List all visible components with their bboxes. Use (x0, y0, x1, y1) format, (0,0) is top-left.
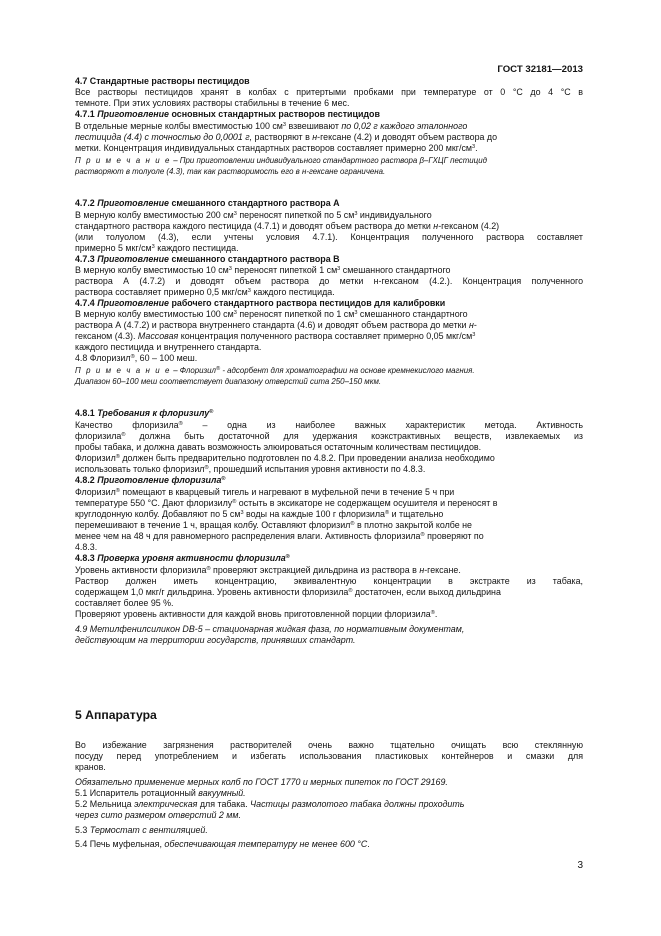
text-line: В мерную колбу вместимостью 10 $см^3$ переносят пипеткой 1 $см^3$ смешанного стандартного (75, 265, 451, 275)
text-line: раствора составляет примерно 0,5 мкг/$см^3$ каждого пестицида. (75, 287, 335, 297)
text-line: В отдельные мерные колбы вместимостью 100 $см^3$ взвешивают по 0,02 г каждого эталонного (75, 121, 468, 131)
text-line: использовать только флоризил®, прошедший испытания уровня активности по 4.8.3. (75, 464, 426, 474)
superscript: 3 (354, 210, 358, 217)
superscript: 3 (233, 309, 237, 316)
heading-4-7: 4.7 Стандартные растворы пестицидов (75, 76, 250, 86)
text-line: Качество флоризила® – одна из наиболее важных характеристик метода. Активность (75, 420, 583, 430)
note-label: П р и м е ч а н и е (75, 366, 172, 375)
superscript: 3 (228, 265, 232, 272)
note-line: П р и м е ч а н и е – Флоризил® - адсорбент для хроматографии на основе кремнекислого магния. (75, 365, 475, 375)
registered-mark: ® (178, 420, 183, 427)
text-line: пестицида (4.4) с точностью до 0,0001 г, растворяют в н-гексане (4.2) и доводят объем раствора до (75, 132, 498, 142)
registered-mark: ® (204, 464, 209, 471)
text-line: (или толуолом (4.3), если учтены условия 4.7.1). Концентрация полученного раствора составляет (75, 232, 583, 242)
text-line: стандартного раствора каждого пестицида (4.7.1) и доводят объем раствора до метки н-гексаном (4.2) (75, 221, 500, 231)
superscript: 3 (247, 287, 251, 294)
registered-mark: ® (348, 587, 353, 594)
heading-number: 4.7.1 (75, 109, 98, 119)
registered-mark: ® (420, 531, 425, 538)
text-line: пробы табака, и должна давать возможность элюироваться остаточным количествам пестицидов. (75, 442, 482, 452)
registered-mark: ® (115, 453, 120, 460)
text-line: температуре 550 °С. Дают флоризилу® остыть в эксикаторе не содержащем осушителя и переносят в (75, 498, 498, 508)
text-line: метки. Концентрация индивидуальных стандартных растворов составляет примерно 200 мкг/$см^3$. (75, 143, 478, 153)
superscript: 3 (282, 121, 287, 128)
registered-mark: ® (221, 475, 226, 482)
text-line: через сито размером отверстий 2 мм. (75, 810, 241, 820)
text-line: 5.1 Испаритель ротационный вакуумный. (75, 788, 246, 798)
text-line: флоризила® должна быть достаточной для удержания коэкстрактивных веществ, извлекаемых из (75, 431, 583, 441)
heading-4-8-3: 4.8.3 Проверка уровня активности флоризила® (75, 553, 290, 563)
text-line: составляет более 95 %. (75, 598, 174, 608)
text-line: В мерную колбу вместимостью 100 $см^3$ переносят пипеткой по 1 $см^3$ смешанного стандартного (75, 309, 468, 319)
text-line: 4.8.3. (75, 542, 98, 552)
registered-mark: ® (130, 353, 135, 360)
heading-4-7-1 (75, 109, 583, 120)
registered-mark: ® (285, 553, 290, 560)
heading-4-8-2: 4.8.2 Приготовление флоризила® (75, 475, 226, 485)
text-line: 5.4 Печь муфельная, обеспечивающая температуру не менее 600 °С. (75, 839, 370, 849)
registered-mark: ® (232, 498, 237, 505)
heading-text: основных стандартных растворов пестицидов (169, 109, 380, 119)
text-line: Во избежание загрязнения растворителей очень важно тщательно очищать всю стеклянную (75, 740, 583, 750)
text-line: посуду перед употреблением и избегать использования пластиковых контейнеров и смазки для (75, 751, 583, 761)
superscript: 3 (151, 243, 155, 250)
text-line: гексаном (4.3). Массовая концентрация полученного раствора составляет примерно 0,05 мкг/$см^3$ (75, 331, 476, 341)
text-line: Раствор должен иметь концентрацию, эквивалентную концентрации в экстракте из табака, (75, 576, 583, 586)
text-line: 4.9 Метилфенилсиликон DB-5 – стационарная жидкая фаза, по нормативным документам, (75, 624, 465, 634)
registered-mark: ® (384, 509, 390, 516)
text-line: действующим на территории государств, принявших стандарт. (75, 635, 356, 645)
registered-mark: ® (121, 431, 126, 438)
text-line: темноте. При этих условиях растворы стабильны в течение 6 мес. (75, 98, 350, 108)
text-line: менее чем на 48 ч для равномерного распределения влаги. Активность флоризила® проверяют по (75, 531, 484, 541)
registered-mark: ® (350, 520, 355, 527)
text-line: раствора А (4.7.2) и доводят объем раствора до метки н-гексаном (4.2.). Концентрация полученного (75, 276, 583, 286)
text-line: 4.8 Флоризил®, 60 – 100 меш. (75, 353, 198, 363)
text-line: круглодонную колбу. Добавляют по 5 $см^3$ воды на каждые 100 г флоризила® и тщательно (75, 509, 444, 519)
text-line: Флоризил® помещают в кварцевый тигель и нагревают в муфельной печи в течение 5 ч при (75, 487, 455, 497)
registered-mark: ® (216, 365, 221, 372)
text-line: содержащем 1,0 мкг/г дильдрина. Уровень активности флоризила® достаточен, если выход дильдрина (75, 587, 501, 597)
text-line: В мерную колбу вместимостью 200 $см^3$ переносят пипеткой по 5 $см^3$ индивидуального (75, 210, 432, 220)
text-line: Все растворы пестицидов хранят в колбах с притертыми пробками при температуре от 0 °С до 4 °С в (75, 87, 583, 97)
note-line: П р и м е ч а н и е – При приготовлении индивидуального стандартного раствора β–ГХЦГ пестицид (75, 156, 487, 165)
registered-mark: ® (430, 609, 435, 616)
text-line: Уровень активности флоризила® проверяют экстракцией дильдрина из раствора в н-гексане. (75, 565, 461, 575)
superscript: 3 (354, 309, 358, 316)
text-line: раствора А (4.7.2) и раствора внутреннего стандарта (4.6) и доводят объем раствора до метки н- (75, 320, 477, 330)
text-line: Проверяют уровень активности для каждой вновь приготовленной порции флоризила®. (75, 609, 438, 619)
text-line: перемешивают в течение 1 ч, вращая колбу. Оставляют флоризил® в плотно закрытой колбе не (75, 520, 472, 530)
note-line: Диапазон 60–100 меш соответствует диапазону отверстий сита 250–150 мкм. (75, 377, 382, 386)
registered-mark: ® (209, 408, 214, 415)
note-label: П р и м е ч а н и е (75, 156, 172, 165)
heading-4-8-1: 4.8.1 Требования к флоризилу® (75, 408, 214, 418)
heading-section-5: 5 Аппаратура (75, 708, 157, 722)
text-line: Флоризил® должен быть предварительно подготовлен по 4.8.2. При проведении анализа необходимо (75, 453, 495, 463)
text-line: кранов. (75, 762, 106, 772)
text-line: 5.2 Мельница электрическая для табака. Частицы размолотого табака должны проходить (75, 799, 465, 809)
superscript: 3 (337, 265, 341, 272)
heading-italic: Приготовление (97, 109, 169, 119)
heading-4-7-3: 4.7.3 Приготовление смешанного стандартного раствора В (75, 254, 340, 264)
text-line: примерно 5 мкг/$см^3$ каждого пестицида. (75, 243, 239, 253)
text-line: 5.3 Термостат с вентиляцией. (75, 825, 208, 835)
page-number: 3 (577, 860, 583, 871)
text-line: каждого пестицида и внутреннего стандарта. (75, 342, 262, 352)
superscript: 3 (240, 509, 244, 516)
registered-mark: ® (115, 487, 120, 494)
running-header: ГОСТ 32181—2013 (497, 64, 583, 75)
registered-mark: ® (206, 565, 211, 572)
superscript: 3 (472, 331, 476, 338)
heading-4-7-2: 4.7.2 Приготовление смешанного стандартного раствора А (75, 198, 340, 208)
superscript: 3 (233, 210, 237, 217)
superscript: 3 (472, 143, 476, 150)
note-line: растворяют в толуоле (4.3), так как растворимость его в н-гексане ограничена. (75, 167, 386, 176)
text-line: Обязательно применение мерных колб по ГОСТ 1770 и мерных пипеток по ГОСТ 29169. (75, 777, 448, 787)
heading-4-7-4: 4.7.4 Приготовление рабочего стандартного раствора пестицидов для калибровки (75, 298, 446, 308)
